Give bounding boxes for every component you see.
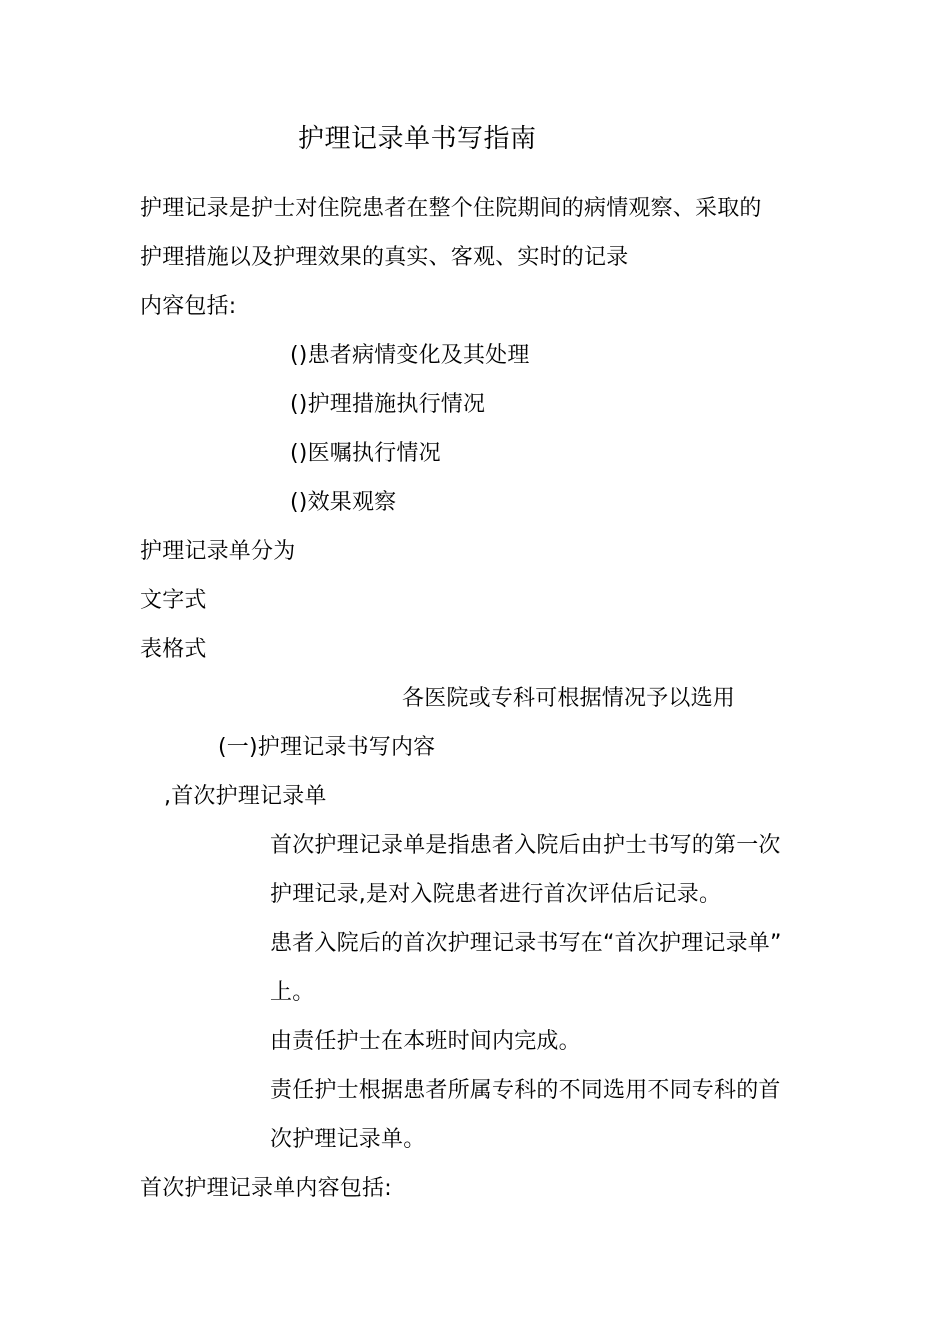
type-table: 表格式 xyxy=(140,637,207,662)
type-text: 文字式 xyxy=(140,588,207,613)
paragraph-3: 由责任护士在本班时间内完成。 xyxy=(270,1029,581,1054)
section-subheading: ,首次护理记录单 xyxy=(164,784,327,809)
page-title: 护理记录单书写指南 xyxy=(298,124,537,154)
first-record-content-label: 首次护理记录单内容包括: xyxy=(140,1176,392,1201)
types-note: 各医院或专科可根据情况予以选用 xyxy=(402,686,736,711)
paragraph-2-line-1: 患者入院后的首次护理记录书写在“首次护理记录单” xyxy=(270,931,782,956)
intro-line-1: 护理记录是护士对住院患者在整个住院期间的病情观察、采取的 xyxy=(140,196,762,221)
section-heading: (一)护理记录书写内容 xyxy=(218,735,436,760)
content-item-3: ()医嘱执行情况 xyxy=(290,441,441,466)
paragraph-1-line-2: 护理记录,是对入院患者进行首次评估后记录。 xyxy=(270,882,722,907)
paragraph-2-line-2: 上。 xyxy=(270,980,315,1005)
paragraph-4-line-1: 责任护士根据患者所属专科的不同选用不同专科的首 xyxy=(270,1078,781,1103)
paragraph-4-line-2: 次护理记录单。 xyxy=(270,1127,426,1152)
content-item-4: ()效果观察 xyxy=(290,490,397,515)
content-item-1: ()患者病情变化及其处理 xyxy=(290,343,530,368)
content-item-2: ()护理措施执行情况 xyxy=(290,392,486,417)
intro-line-2: 护理措施以及护理效果的真实、客观、实时的记录 xyxy=(140,245,629,270)
content-label: 内容包括: xyxy=(140,294,237,319)
types-heading: 护理记录单分为 xyxy=(140,539,296,564)
paragraph-1-line-1: 首次护理记录单是指患者入院后由护士书写的第一次 xyxy=(270,833,781,858)
